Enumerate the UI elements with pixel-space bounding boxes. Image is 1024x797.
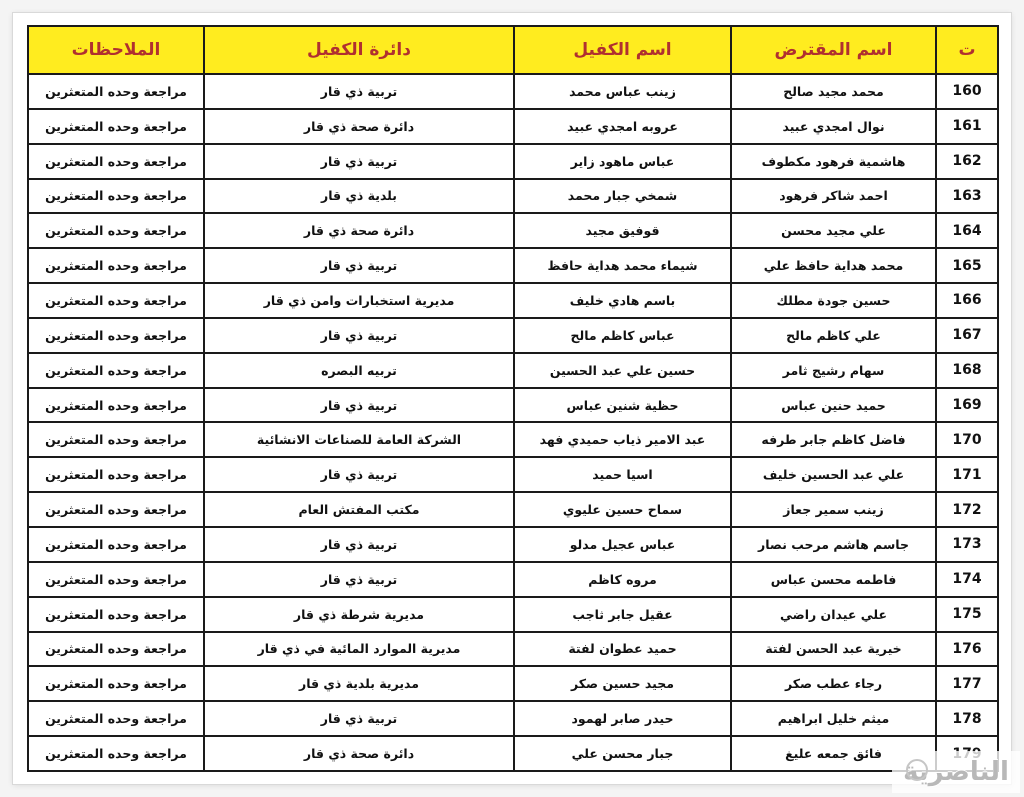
cell-department: تربية ذي قار — [204, 74, 514, 109]
header-num: ت — [936, 26, 998, 74]
table-header-row — [28, 26, 998, 74]
cell-guarantor: مجيد حسين صكر — [514, 666, 731, 701]
cell-borrower: حميد حنين عباس — [731, 388, 936, 423]
cell-borrower: علي مجيد محسن — [731, 213, 936, 248]
cell-notes: مراجعة وحده المتعثرين — [28, 527, 204, 562]
cell-notes: مراجعة وحده المتعثرين — [28, 248, 204, 283]
cell-borrower: هاشمية فرهود مكطوف — [731, 144, 936, 179]
cell-num: 168 — [936, 353, 998, 388]
cell-guarantor: سماح حسين عليوي — [514, 492, 731, 527]
table-row — [28, 562, 998, 597]
cell-department: بلدية ذي قار — [204, 179, 514, 214]
cell-department: مديرية الموارد المائية في ذي قار — [204, 632, 514, 667]
table-row — [28, 213, 998, 248]
cell-num: 172 — [936, 492, 998, 527]
cell-borrower: محمد مجيد صالح — [731, 74, 936, 109]
cell-borrower: خيرية عبد الحسن لفتة — [731, 632, 936, 667]
table-row — [28, 701, 998, 736]
cell-department: تربية ذي قار — [204, 701, 514, 736]
cell-notes: مراجعة وحده المتعثرين — [28, 283, 204, 318]
watermark-text: الناصرية — [903, 757, 1009, 787]
cell-department: مديرية شرطة ذي قار — [204, 597, 514, 632]
cell-guarantor: حيدر صابر لهمود — [514, 701, 731, 736]
cell-num: 178 — [936, 701, 998, 736]
cell-borrower: فاطمه محسن عباس — [731, 562, 936, 597]
table-row — [28, 353, 998, 388]
cell-guarantor: مروه كاظم — [514, 562, 731, 597]
cell-guarantor: عقيل جابر ثاجب — [514, 597, 731, 632]
cell-notes: مراجعة وحده المتعثرين — [28, 74, 204, 109]
cell-notes: مراجعة وحده المتعثرين — [28, 492, 204, 527]
cell-guarantor: عباس كاظم مالح — [514, 318, 731, 353]
cell-guarantor: عروبه امجدي عبيد — [514, 109, 731, 144]
cell-guarantor: جبار محسن علي — [514, 736, 731, 771]
table-row — [28, 597, 998, 632]
cell-notes: مراجعة وحده المتعثرين — [28, 353, 204, 388]
cell-notes: مراجعة وحده المتعثرين — [28, 701, 204, 736]
cell-notes: مراجعة وحده المتعثرين — [28, 597, 204, 632]
cell-notes: مراجعة وحده المتعثرين — [28, 666, 204, 701]
cell-department: مكتب المفتش العام — [204, 492, 514, 527]
cell-department: الشركة العامة للصناعات الانشائية — [204, 422, 514, 457]
cell-department: دائرة صحة ذي قار — [204, 736, 514, 771]
table-row — [28, 179, 998, 214]
table-row — [28, 632, 998, 667]
table-row — [28, 422, 998, 457]
table-row — [28, 666, 998, 701]
cell-borrower: علي كاظم مالح — [731, 318, 936, 353]
cell-notes: مراجعة وحده المتعثرين — [28, 388, 204, 423]
cell-num: 162 — [936, 144, 998, 179]
cell-department: مديرية استخبارات وامن ذي قار — [204, 283, 514, 318]
table-row — [28, 388, 998, 423]
cell-num: 169 — [936, 388, 998, 423]
cell-notes: مراجعة وحده المتعثرين — [28, 457, 204, 492]
cell-guarantor: عباس ماهود زاير — [514, 144, 731, 179]
cell-num: 163 — [936, 179, 998, 214]
cell-guarantor: شيماء محمد هداية حافظ — [514, 248, 731, 283]
logo-ring-icon — [906, 759, 928, 781]
cell-guarantor: عبد الامير ذياب حميدي فهد — [514, 422, 731, 457]
cell-borrower: حسين جودة مطلك — [731, 283, 936, 318]
cell-department: تربية ذي قار — [204, 318, 514, 353]
cell-notes: مراجعة وحده المتعثرين — [28, 562, 204, 597]
cell-borrower: فائق جمعه عليغ — [731, 736, 936, 771]
header-guarantor: اسم الكفيل — [514, 26, 731, 74]
cell-notes: مراجعة وحده المتعثرين — [28, 109, 204, 144]
cell-num: 164 — [936, 213, 998, 248]
cell-guarantor: باسم هادي خليف — [514, 283, 731, 318]
cell-guarantor: قوفيق مجيد — [514, 213, 731, 248]
header-department: دائرة الكفيل — [204, 26, 514, 74]
cell-borrower: زينب سمير جعاز — [731, 492, 936, 527]
cell-department: تربية ذي قار — [204, 144, 514, 179]
cell-notes: مراجعة وحده المتعثرين — [28, 144, 204, 179]
cell-notes: مراجعة وحده المتعثرين — [28, 736, 204, 771]
cell-guarantor: شمخي جبار محمد — [514, 179, 731, 214]
table-row — [28, 109, 998, 144]
cell-department: تربية ذي قار — [204, 388, 514, 423]
cell-department: مديرية بلدية ذي قار — [204, 666, 514, 701]
cell-borrower: جاسم هاشم مرحب نصار — [731, 527, 936, 562]
cell-num: 171 — [936, 457, 998, 492]
cell-guarantor: اسيا حميد — [514, 457, 731, 492]
cell-department: تربية ذي قار — [204, 248, 514, 283]
cell-department: دائرة صحة ذي قار — [204, 109, 514, 144]
table-row — [28, 527, 998, 562]
cell-borrower: سهام رشيج ثامر — [731, 353, 936, 388]
cell-guarantor: زينب عباس محمد — [514, 74, 731, 109]
cell-num: 177 — [936, 666, 998, 701]
table-row — [28, 457, 998, 492]
cell-num: 176 — [936, 632, 998, 667]
cell-borrower: رجاء عطب صكر — [731, 666, 936, 701]
table-row — [28, 248, 998, 283]
cell-num: 167 — [936, 318, 998, 353]
cell-department: تربيه البصره — [204, 353, 514, 388]
header-borrower: اسم المقترض — [731, 26, 936, 74]
cell-notes: مراجعة وحده المتعثرين — [28, 318, 204, 353]
cell-num: 161 — [936, 109, 998, 144]
cell-borrower: علي عيدان راضي — [731, 597, 936, 632]
header-notes: الملاحظات — [28, 26, 204, 74]
borrowers-table — [27, 25, 999, 772]
cell-num: 170 — [936, 422, 998, 457]
cell-notes: مراجعة وحده المتعثرين — [28, 213, 204, 248]
cell-notes: مراجعة وحده المتعثرين — [28, 179, 204, 214]
cell-num: 174 — [936, 562, 998, 597]
cell-borrower: ميثم خليل ابراهيم — [731, 701, 936, 736]
table-row — [28, 74, 998, 109]
watermark-logo — [892, 751, 1020, 793]
cell-num: 165 — [936, 248, 998, 283]
cell-num: 160 — [936, 74, 998, 109]
cell-num: 175 — [936, 597, 998, 632]
cell-notes: مراجعة وحده المتعثرين — [28, 632, 204, 667]
cell-guarantor: حميد عطوان لفتة — [514, 632, 731, 667]
cell-num: 166 — [936, 283, 998, 318]
cell-department: تربية ذي قار — [204, 527, 514, 562]
table-row — [28, 736, 998, 771]
cell-department: تربية ذي قار — [204, 562, 514, 597]
cell-borrower: علي عبد الحسين خليف — [731, 457, 936, 492]
table-row — [28, 283, 998, 318]
cell-borrower: نوال امجدي عبيد — [731, 109, 936, 144]
cell-department: تربية ذي قار — [204, 457, 514, 492]
cell-guarantor: عباس عجيل مدلو — [514, 527, 731, 562]
cell-guarantor: حسين علي عبد الحسين — [514, 353, 731, 388]
table-row — [28, 492, 998, 527]
cell-department: دائرة صحة ذي قار — [204, 213, 514, 248]
cell-notes: مراجعة وحده المتعثرين — [28, 422, 204, 457]
cell-borrower: احمد شاكر فرهود — [731, 179, 936, 214]
table-row — [28, 144, 998, 179]
cell-borrower: محمد هداية حافظ علي — [731, 248, 936, 283]
cell-guarantor: حظية شنين عباس — [514, 388, 731, 423]
cell-num: 173 — [936, 527, 998, 562]
table-row — [28, 318, 998, 353]
cell-borrower: فاضل كاظم جابر طرفه — [731, 422, 936, 457]
